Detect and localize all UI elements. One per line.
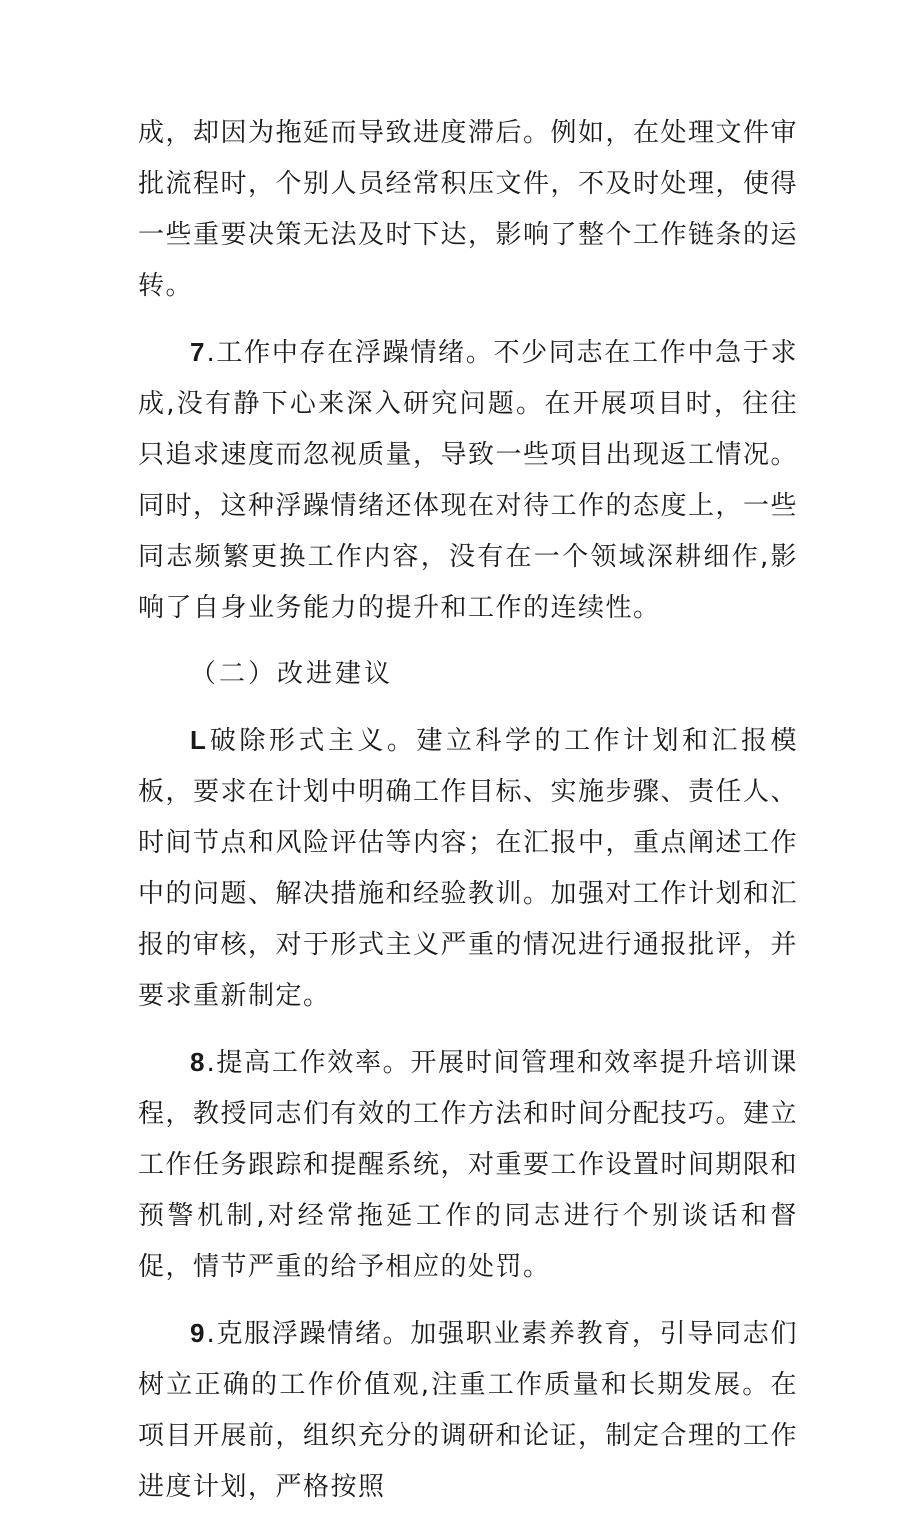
item-number: 7 bbox=[190, 337, 207, 367]
paragraph-text: .克服浮躁情绪。加强职业素养教育，引导同志们树立正确的工作价值观,注重工作质量和长期发展。在项目开展前，组织充分的调研和论证，制定合理的工作进度计划，严格按照 bbox=[138, 1319, 799, 1502]
item-number: L bbox=[190, 725, 208, 755]
document-body bbox=[138, 108, 798, 1513]
paragraph-item-7 bbox=[138, 327, 798, 634]
paragraph-item-8 bbox=[138, 1037, 798, 1293]
paragraph-text: 成，却因为拖延而导致进度滞后。例如，在处理文件审批流程时，个别人员经常积压文件，不及时处理，使得一些重要决策无法及时下达，影响了整个工作链条的运转。 bbox=[138, 118, 799, 301]
paragraph-text: .工作中存在浮躁情绪。不少同志在工作中急于求成,没有静下心来深入研究问题。在开展项目时，往往只追求速度而忽视质量，导致一些项目出现返工情况。同时，这种浮躁情绪还体现在对待工作的态度上，一些同志频繁更换工作内容，没有在一个领域深耕细作,影响了自身业务能力的提升和工作的连续性。 bbox=[138, 338, 799, 623]
heading-text: （二）改进建议 bbox=[190, 659, 394, 689]
paragraph-item-1 bbox=[138, 715, 798, 1022]
section-heading bbox=[138, 649, 798, 700]
paragraph-item-9 bbox=[138, 1308, 798, 1513]
item-number: 9 bbox=[190, 1318, 207, 1348]
item-number: 8 bbox=[190, 1047, 207, 1077]
paragraph-text: .提高工作效率。开展时间管理和效率提升培训课程，教授同志们有效的工作方法和时间分配技巧。建立工作任务跟踪和提醒系统，对重要工作设置时间期限和预警机制,对经常拖延工作的同志进行个别谈话和督促，情节严重的给予相应的处罚。 bbox=[138, 1048, 799, 1282]
paragraph-text: 破除形式主义。建立科学的工作计划和汇报模板，要求在计划中明确工作目标、实施步骤、责任人、时间节点和风险评估等内容；在汇报中，重点阐述工作中的问题、解决措施和经验教训。加强对工作计划和汇报的审核，对于形式主义严重的情况进行通报批评，并要求重新制定。 bbox=[138, 726, 799, 1011]
paragraph-continuation bbox=[138, 108, 798, 312]
